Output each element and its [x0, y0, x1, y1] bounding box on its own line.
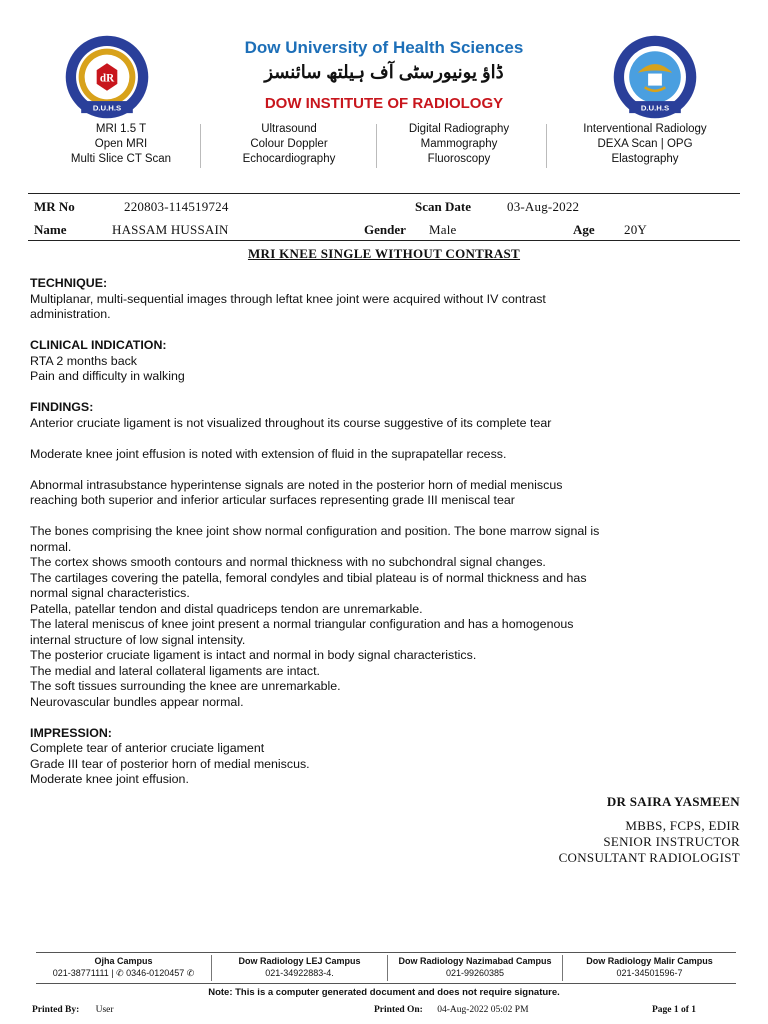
- logo-text: D.U.H.S: [640, 103, 670, 113]
- service-item: Digital Radiography: [408, 123, 510, 135]
- rule-mid: [28, 240, 740, 241]
- rule-top: [28, 193, 740, 194]
- printed-by-value: User: [95, 1005, 114, 1015]
- scan-date-label: Scan Date: [415, 199, 471, 214]
- service-item: Elastography: [611, 153, 679, 165]
- services-col-1: [46, 122, 196, 167]
- service-item: Ultrasound: [261, 123, 317, 135]
- divider: [200, 124, 201, 168]
- mr-value: 220803-114519724: [124, 199, 229, 214]
- divider: [546, 124, 547, 168]
- age-value: 20Y: [624, 222, 647, 237]
- findings-text: The bones comprising the knee joint show normal configuration and position. The bone marrow signal is normal. The cortex shows smooth contours and normal thickness with no subchondral signal changes. The cartilages covering the patella, femoral condyles and tibial plateau is of normal thickness and has normal signal characteristics. Patella, patellar tendon and distal quadriceps tendon are unremarkable. The lateral meniscus of knee joint present a normal triangular configuration and has a homogenous internal structure of low signal intensity. The posterior cruciate ligament is intact and normal in body signal characteristics. The medial and lateral collateral ligaments are intact. The soft tissues surrounding the knee are unremarkable. Neurovascular bundles appear normal.: [30, 524, 600, 709]
- university-name-urdu: ڈاؤ یونیورسٹی آف ہیلتھ سائنسز: [264, 62, 504, 82]
- findings-heading: FINDINGS:: [30, 400, 94, 414]
- campus-name: Dow Radiology Nazimabad Campus: [398, 956, 552, 966]
- services-col-4: [570, 122, 720, 167]
- scan-date-value: 03-Aug-2022: [507, 199, 580, 214]
- page-number: Page 1 of 1: [652, 1005, 697, 1015]
- technique-text: Multiplanar, multi-sequential images through leftat knee joint were acquired without IV contrast administration.: [30, 291, 546, 321]
- campus-footer: [36, 952, 736, 984]
- findings-text: Moderate knee joint effusion is noted with extension of fluid in the suprapatellar recess.: [30, 446, 507, 461]
- campus-nazimabad: [388, 953, 562, 983]
- signature-block: [559, 794, 740, 866]
- service-item: Mammography: [420, 138, 498, 150]
- name-value: HASSAM HUSSAIN: [112, 222, 229, 237]
- university-name: Dow University of Health Sciences: [244, 38, 524, 57]
- campus-malir: [563, 953, 736, 983]
- report-title: MRI KNEE SINGLE WITHOUT CONTRAST: [247, 246, 521, 261]
- clinical-heading: CLINICAL INDICATION:: [30, 338, 167, 352]
- findings-text: Abnormal intrasubstance hyperintense signals are noted in the posterior horn of medial meniscus reaching both superior and inferior articular surfaces representing grade III meniscal tear: [30, 477, 563, 507]
- doctor-name: DR SAIRA YASMEEN: [606, 794, 740, 809]
- campus-phone: 021-34922883-4.: [265, 968, 334, 978]
- printed-on: [374, 1005, 529, 1015]
- doctor-qualification: MBBS, FCPS, EDIR: [625, 818, 740, 833]
- gender-label: Gender: [364, 222, 406, 237]
- logo-text: D.U.H.S: [92, 103, 122, 113]
- divider: [376, 124, 377, 168]
- impression-text: Complete tear of anterior cruciate ligament Grade III tear of posterior horn of medial meniscus. Moderate knee joint effusion.: [30, 741, 310, 786]
- institute-name: DOW INSTITUTE OF RADIOLOGY: [264, 95, 504, 112]
- report-body: [30, 276, 730, 788]
- services-col-2: [214, 122, 364, 167]
- service-item: Fluoroscopy: [427, 153, 491, 165]
- printed-on-label: Printed On:: [374, 1005, 423, 1015]
- campus-ojha: [36, 953, 211, 983]
- printed-by-label: Printed By:: [32, 1005, 80, 1015]
- age-label: Age: [573, 222, 595, 237]
- clinical-text: RTA 2 months back Pain and difficulty in walking: [30, 353, 185, 383]
- campus-lej: [212, 953, 387, 983]
- svg-text:dR: dR: [99, 72, 115, 85]
- impression-heading: IMPRESSION:: [30, 725, 112, 740]
- campus-phone: 021-38771111 | ✆ 0346-0120457 ✆: [52, 968, 195, 978]
- gender-value: Male: [429, 222, 457, 237]
- campus-name: Ojha Campus: [94, 956, 153, 966]
- service-item: Echocardiography: [242, 153, 336, 165]
- mr-label: MR No: [34, 199, 75, 214]
- doctor-title: CONSULTANT RADIOLOGIST: [558, 850, 740, 865]
- campus-phone: 021-34501596-7: [616, 968, 683, 978]
- service-item: Multi Slice CT Scan: [70, 153, 172, 165]
- printed-by: [32, 1005, 114, 1015]
- service-item: MRI 1.5 T: [95, 123, 147, 135]
- computer-generated-note: Note: This is a computer generated document and does not require signature.: [208, 987, 560, 998]
- technique-heading: TECHNIQUE:: [30, 276, 108, 290]
- printed-on-value: 04-Aug-2022 05:02 PM: [437, 1005, 529, 1015]
- service-item: Colour Doppler: [250, 138, 328, 150]
- name-label: Name: [34, 222, 67, 237]
- campus-name: Dow Radiology Malir Campus: [586, 956, 713, 966]
- findings-text: Anterior cruciate ligament is not visualized throughout its course suggestive of its complete tear: [30, 415, 552, 430]
- service-item: DEXA Scan | OPG: [597, 138, 693, 150]
- campus-phone: 021-99260385: [445, 968, 505, 978]
- services-col-3: [384, 122, 534, 167]
- service-item: Open MRI: [94, 138, 148, 150]
- doctor-position: SENIOR INSTRUCTOR: [603, 834, 740, 849]
- campus-name: Dow Radiology LEJ Campus: [238, 956, 361, 966]
- service-item: Interventional Radiology: [583, 123, 707, 135]
